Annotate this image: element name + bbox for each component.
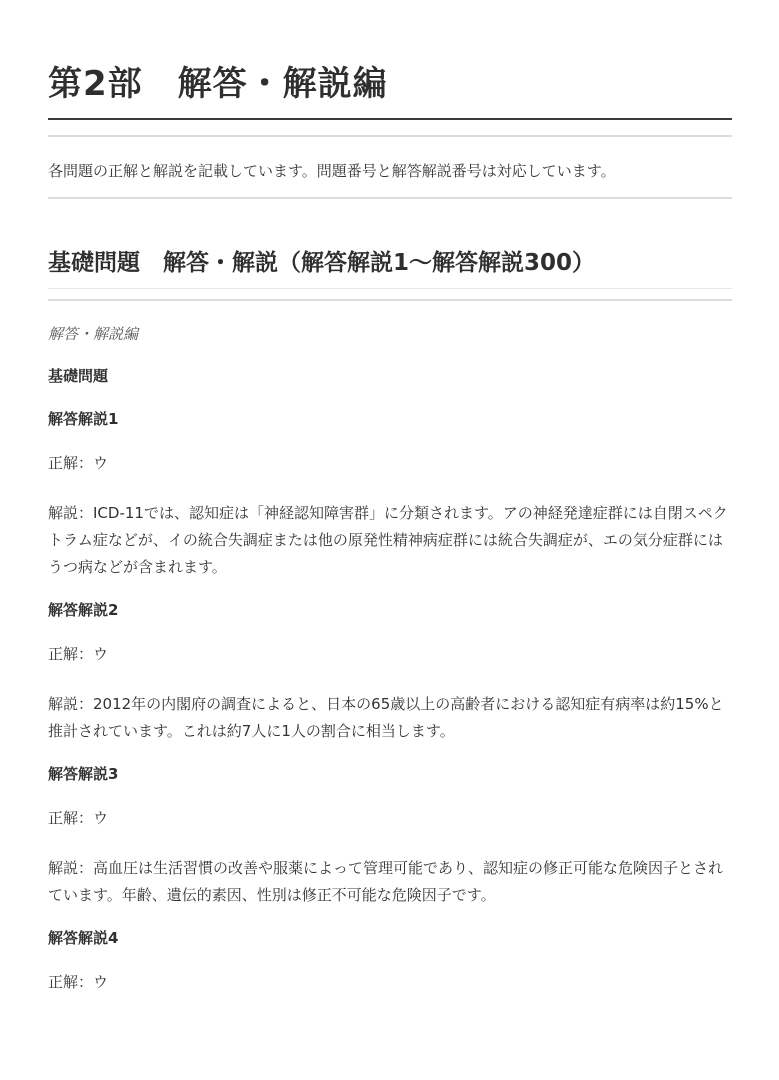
answer-heading: 解答解説1 [48,410,119,428]
answer-item-1 [48,396,732,587]
correct-answer: 正解：ウ [48,973,109,991]
category-heading: 基礎問題 [48,367,109,385]
correct-answer: 正解：ウ [48,809,109,827]
answer-heading: 解答解説2 [48,601,119,619]
content-subtitle: 解答・解説編 [48,325,139,343]
correct-answer: 正解：ウ [48,454,109,472]
answer-heading: 解答解説4 [48,929,119,947]
explanation-text: 解説：2012年の内閣府の調査によると、日本の65歳以上の高齢者における認知症有病率は約15%と推計されています。これは約7人に1人の割合に相当します。 [48,695,724,740]
explanation-text: 解説：ICD-11では、認知症は「神経認知障害群」に分類されます。アの神経発達症群には自閉スペクトラム症などが、イの統合失調症または他の原発性精神病症群には統合失調症が、エの気分症群にはうつ病などが含まれます。 [48,504,728,576]
section-title: 基礎問題 解答・解説（解答解説1〜解答解説300） [48,250,596,276]
title-underline [48,118,732,120]
answer-item-3 [48,751,732,915]
answer-content [48,301,732,1002]
intro-text: 各問題の正解と解説を記載しています。問題番号と解答解説番号は対応しています。 [48,162,616,180]
correct-answer: 正解：ウ [48,645,109,663]
answer-item-4 [48,915,732,1002]
answer-item-2 [48,587,732,751]
explanation-text: 解説：高血圧は生活習慣の改善や服薬によって管理可能であり、認知症の修正可能な危険因子とされています。年齢、遺伝的素因、性別は修正不可能な危険因子です。 [48,859,724,904]
answer-heading: 解答解説3 [48,765,119,783]
section-divider-top [48,288,732,289]
part-title: 第2部 解答・解説編 [48,64,388,104]
